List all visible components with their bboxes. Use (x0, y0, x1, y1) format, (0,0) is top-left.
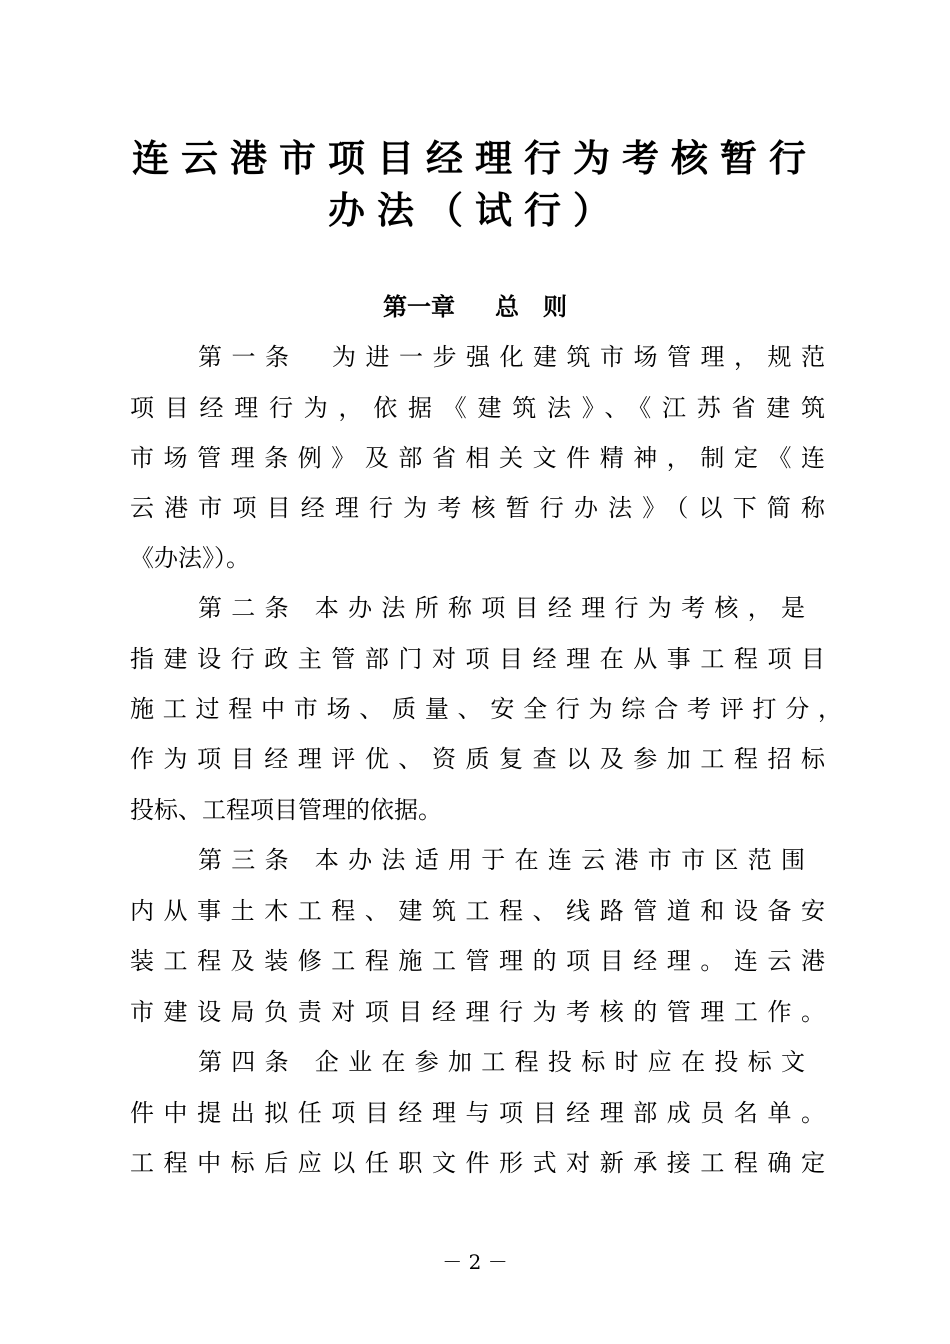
article-3-line-2: 内从事土木工程、建筑工程、线路管道和设备安 (130, 897, 825, 925)
article-1-line-3: 市场管理条例》及部省相关文件精神，制定《连 (130, 444, 825, 472)
article-4-line-1: 第四条 企业在参加工程投标时应在投标文 (198, 1048, 805, 1076)
article-2-line-5: 投标、工程项目管理的依据。 (130, 796, 442, 824)
article-1-line-4: 云港市项目经理行为考核暂行办法》（以下简称 (130, 494, 825, 522)
article-3-line-4: 市建设局负责对项目经理行为考核的管理工作。 (130, 998, 825, 1026)
article-3-line-3: 装工程及装修工程施工管理的项目经理。连云港 (130, 947, 825, 975)
article-4-line-2: 件中提出拟任项目经理与项目经理部成员名单。 (130, 1099, 825, 1127)
article-1-line-5: 《办法》）。 (130, 544, 250, 572)
article-1-line-2: 项目经理行为，依据《建筑法》、《江苏省建筑 (130, 394, 825, 422)
article-2-line-3: 施工过程中市场、质量、安全行为综合考评打分， (130, 695, 842, 723)
article-2-line-2: 指建设行政主管部门对项目经理在从事工程项目 (130, 645, 825, 673)
chapter-heading (0, 287, 950, 322)
article-2-line-4: 作为项目经理评优、资质复查以及参加工程招标 (130, 745, 825, 773)
chapter-name: 总 则 (495, 293, 567, 321)
document-title-line-1: 连云港市项目经理行为考核暂行 (132, 136, 818, 180)
article-1-line-1: 第一条 为进一步强化建筑市场管理，规范 (198, 343, 825, 371)
document-title-line-2: 办法（试行） (328, 188, 622, 232)
article-3-line-1: 第三条 本办法适用于在连云港市市区范围 (198, 846, 805, 874)
article-2-line-1: 第二条 本办法所称项目经理行为考核，是 (198, 594, 805, 622)
page-number: － 2 － (442, 1250, 508, 1274)
article-4-line-3: 工程中标后应以任职文件形式对新承接工程确定 (130, 1149, 825, 1177)
chapter-label: 第一章 (383, 293, 455, 321)
